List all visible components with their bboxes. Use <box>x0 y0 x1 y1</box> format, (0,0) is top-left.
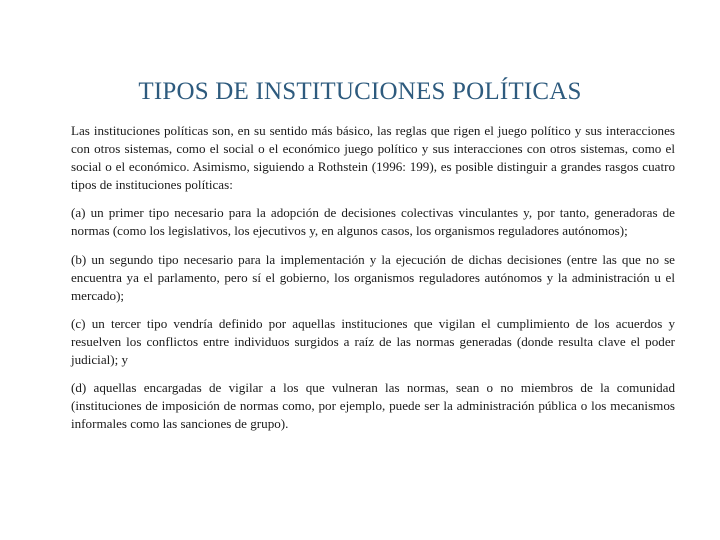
type-d-paragraph: (d) aquellas encargadas de vigilar a los que vulneran las normas, sean o no miembros de la comunidad (instituciones de imposición de normas como, por ejemplo, puede ser la administración pública o los mecanismos informales como las sanciones de grupo). <box>71 380 675 432</box>
slide-title: TIPOS DE INSTITUCIONES POLÍTICAS <box>138 78 582 105</box>
type-b-paragraph: (b) un segundo tipo necesario para la implementación y la ejecución de dichas decisiones (entre las que no se encuentra ya el parlamento, pero sí el gobierno, los organismos reguladores autónomos y la administración u el mercado); <box>71 251 675 303</box>
slide-body <box>71 122 675 443</box>
type-a-paragraph: (a) un primer tipo necesario para la adopción de decisiones colectivas vinculantes y, por tanto, generadoras de normas (como los legislativos, los ejecutivos y, en algunos casos, los organismos reguladores autónomos); <box>71 205 675 239</box>
type-c-paragraph: (c) un tercer tipo vendría definido por aquellas instituciones que vigilan el cumplimiento de los acuerdos y resuelven los conflictos entre individuos surgidos a raíz de las normas generadas (donde resulta clave el poder judicial); y <box>71 315 675 368</box>
intro-paragraph: Las instituciones políticas son, en su sentido más básico, las reglas que rigen el juego político y sus interacciones con otros sistemas, como el social o el económico juego político y sus interacciones con otros sistemas, como el social o el económico. Asimismo, siguiendo a Rothstein (1996: 199), es posible distinguir a grandes rasgos cuatro tipos de instituciones políticas: <box>71 123 675 193</box>
